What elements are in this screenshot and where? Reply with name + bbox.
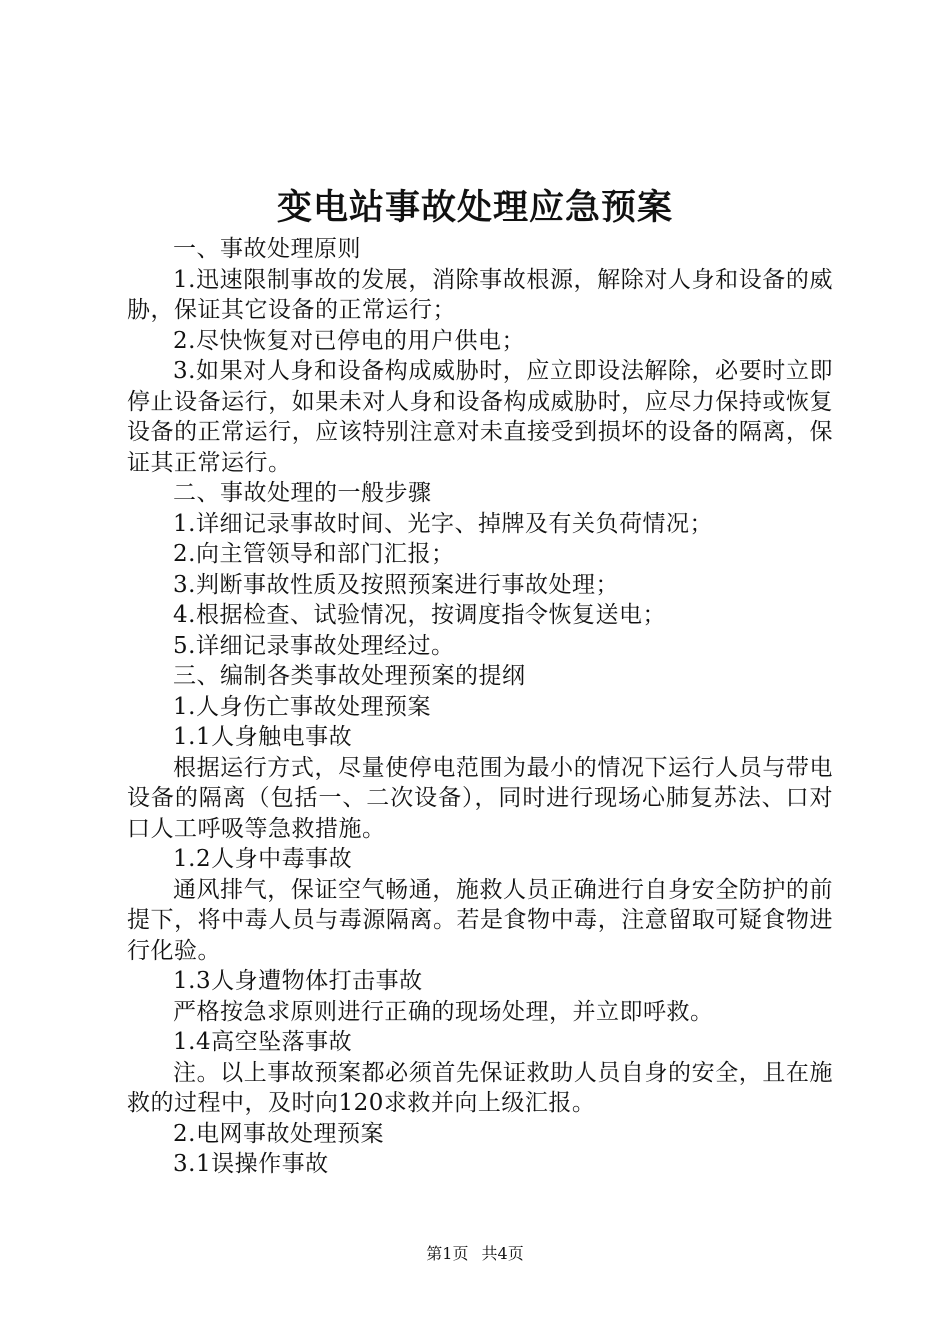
paragraph: 1.迅速限制事故的发展，消除事故根源，解除对人身和设备的威胁，保证其它设备的正常运行；	[127, 266, 833, 323]
paragraph: 3.如果对人身和设备构成威胁时，应立即设法解除，必要时立即停止设备运行，如果未对人身和设备构成威胁时，应尽力保持或恢复设备的正常运行，应该特别注意对未直接受到损坏的设备的隔离，保证其正常运行。	[127, 358, 833, 476]
subsection-heading: 2.电网事故处理预案	[173, 1120, 384, 1147]
paragraph: 注。以上事故预案都必须首先保证救助人员自身的安全，且在施救的过程中，及时向120求救并向上级汇报。	[127, 1059, 833, 1116]
paragraph: 根据运行方式，尽量使停电范围为最小的情况下运行人员与带电设备的隔离（包括一、二次设备），同时进行现场心肺复苏法、口对口人工呼吸等急救措施。	[127, 754, 833, 842]
paragraph: 2.向主管领导和部门汇报；	[173, 541, 455, 567]
page-total: 共4页	[481, 1244, 524, 1263]
page-number: 第1页	[426, 1244, 469, 1263]
section-heading: 二、事故处理的一般步骤	[173, 480, 432, 506]
subsection-heading: 1.4高空坠落事故	[173, 1029, 353, 1055]
paragraph: 4.根据检查、试验情况，按调度指令恢复送电；	[173, 602, 666, 628]
subsection-heading: 1.2人身中毒事故	[173, 846, 353, 872]
subsection-heading: 3.1误操作事故	[173, 1151, 329, 1177]
subsection-heading: 1.人身伤亡事故处理预案	[173, 693, 431, 720]
section-heading: 一、事故处理原则	[173, 236, 361, 262]
section-heading: 三、编制各类事故处理预案的提纲	[173, 663, 526, 689]
document-title: 变电站事故处理应急预案	[276, 188, 673, 228]
page-footer	[0, 1243, 950, 1265]
paragraph: 3.判断事故性质及按照预案进行事故处理；	[173, 571, 619, 598]
paragraph: 严格按急求原则进行正确的现场处理，并立即呼救。	[173, 998, 714, 1025]
paragraph: 2.尽快恢复对已停电的用户供电；	[173, 327, 525, 354]
subsection-heading: 1.1人身触电事故	[173, 724, 353, 750]
document-body	[127, 234, 833, 1180]
paragraph: 通风排气，保证空气畅通，施救人员正确进行自身安全防护的前提下，将中毒人员与毒源隔离。若是食物中毒，注意留取可疑食物进行化验。	[127, 876, 833, 964]
paragraph: 5.详细记录事故处理经过。	[173, 632, 455, 659]
subsection-heading: 1.3人身遭物体打击事故	[173, 968, 423, 994]
paragraph: 1.详细记录事故时间、光字、掉牌及有关负荷情况；	[173, 510, 713, 537]
